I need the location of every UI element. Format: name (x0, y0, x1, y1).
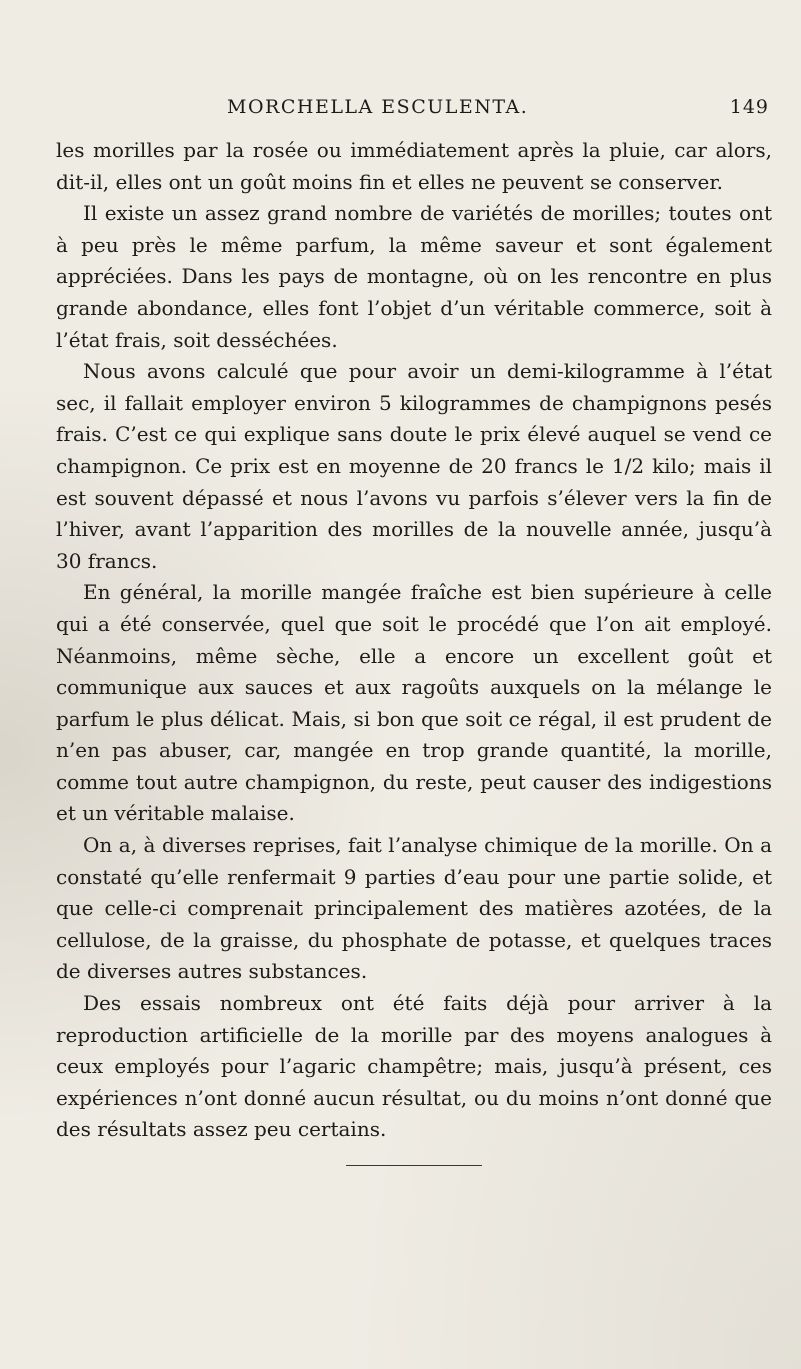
page-number: 149 (729, 96, 769, 118)
page-header (227, 96, 769, 124)
paragraph-3: Nous avons calculé que pour avoir un demi-kilogramme à l’état sec, il fallait employer environ 5 kilogrammes de champignons pesés frais. C’est ce qui explique sans doute le prix élevé auquel se vend ce champignon. Ce prix est en moyenne de 20 francs le 1/2 kilo; mais il est souvent dépassé et nous l’avons vu parfois s’élever vers la fin de l’hiver, avant l’apparition des morilles de la nouvelle année, jusqu’à 30 francs. (56, 359, 772, 573)
paragraph-4: En général, la morille mangée fraîche est bien supérieure à celle qui a été conservée, quel que soit le procédé que l’on ait employé. Néanmoins, même sèche, elle a encore un excellent goût et communique aux sauces et aux ragoûts auxquels on la mélange le parfum le plus délicat. Mais, si bon que soit ce régal, il est prudent de n’en pas abuser, car, mangée en trop grande quantité, la morille, comme tout autre champignon, du reste, peut causer des indigestions et un véritable malaise. (56, 580, 772, 826)
paragraph-1: les morilles par la rosée ou immédiatement après la pluie, car alors, dit-il, elles ont un goût moins fin et elles ne peuvent se conserver. (56, 138, 772, 194)
paragraph-2: Il existe un assez grand nombre de variétés de morilles; toutes ont à peu près le même parfum, la même saveur et sont également appréciées. Dans les pays de montagne, où on les rencontre en plus grande abondance, elles font l’objet d’un véritable commerce, soit à l’état frais, soit desséchées. (56, 201, 772, 352)
body-text (56, 135, 772, 1146)
running-title: MORCHELLA ESCULENTA. (227, 96, 529, 118)
paragraph-6: Des essais nombreux ont été faits déjà pour arriver à la reproduction artificielle de la morille par des moyens analogues à ceux employés pour l’agaric champêtre; mais, jusqu’à présent, ces expériences n’ont donné aucun résultat, ou du moins n’ont donné que des résultats assez peu certains. (56, 991, 772, 1142)
section-end-rule (346, 1165, 482, 1166)
paragraph-5: On a, à diverses reprises, fait l’analyse chimique de la morille. On a constaté qu’elle renfermait 9 parties d’eau pour une partie solide, et que celle-ci comprenait principalement des matières azotées, de la cellulose, de la graisse, du phosphate de potasse, et quelques traces de diverses autres substances. (56, 833, 772, 984)
